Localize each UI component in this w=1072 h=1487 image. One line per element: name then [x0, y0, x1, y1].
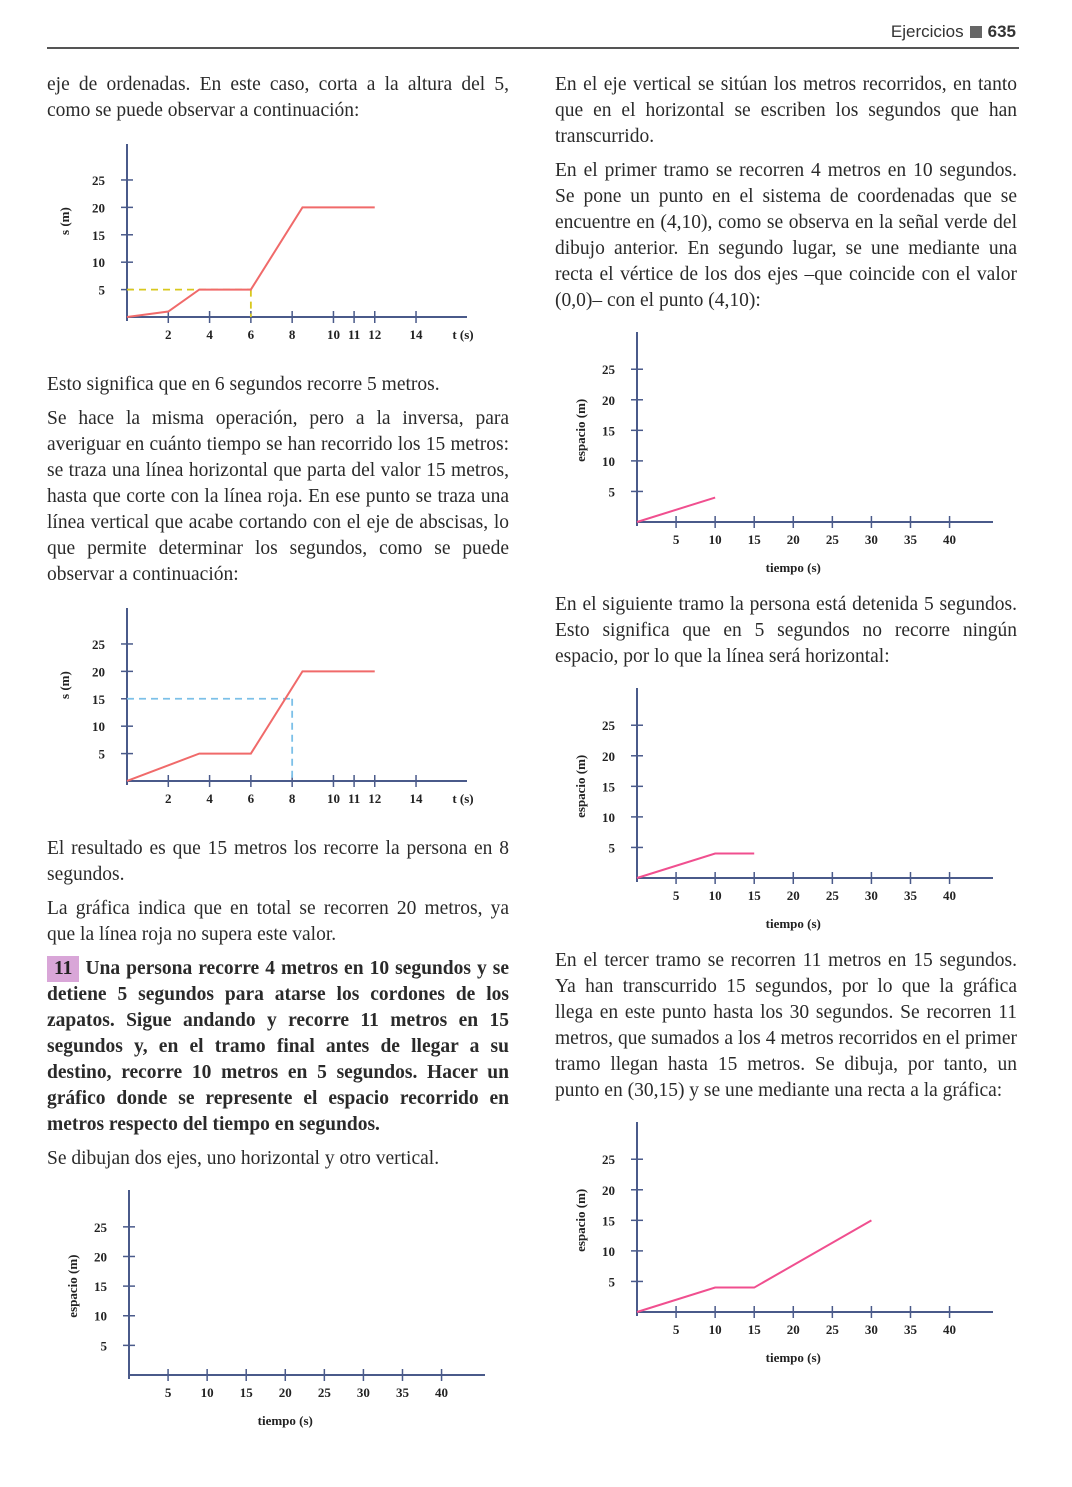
x-tick-label: 35: [903, 532, 917, 547]
y-tick-label: 20: [602, 1182, 615, 1198]
paragraph: En el siguiente tramo la persona está detenida 5 segundos. Esto significa que en 5 segundos no recorre ningún espacio, por lo que la línea será horizontal:: [555, 594, 1017, 667]
section-title: Ejercicios: [890, 22, 964, 41]
paragraph: Esto significa que en 6 segundos recorre 5 metros.: [47, 374, 440, 395]
x-tick-label: 10: [326, 791, 340, 806]
x-axis-label: tiempo (s): [765, 916, 821, 931]
series-line: [637, 1220, 871, 1312]
paragraph: En el tercer tramo se recorren 11 metros en 15 segundos. Ya han transcurrido 15 segundos, por lo que la gráfica llega en este punto hasta los 30 segundos. Se recorren 11 metros, que sumados a los 4 metros recorridos en el primer tramo llegan hasta 15 metros. Se dibuja, por tanto, un punto en (30,15) y se une mediante una recta a la gráfica:: [555, 950, 1017, 1101]
x-tick-label: 25: [825, 532, 839, 547]
x-tick-label: 15: [747, 888, 761, 903]
y-axis-label: espacio (m): [65, 1254, 80, 1318]
y-axis-label: espacio (m): [573, 1188, 588, 1252]
y-tick-label: 20: [602, 748, 615, 764]
y-tick-label: 25: [94, 1219, 107, 1235]
x-tick-label: 2: [165, 327, 172, 342]
x-tick-label: 30: [356, 1385, 370, 1400]
x-tick-label: 30: [864, 1322, 878, 1337]
y-tick-label: 15: [602, 1213, 615, 1229]
y-tick-label: 15: [602, 423, 615, 439]
y-tick-label: 20: [94, 1249, 107, 1265]
y-tick-label: 15: [94, 1279, 107, 1295]
exercise-number: 11: [47, 956, 79, 982]
x-tick-label: 8: [288, 791, 296, 806]
x-tick-label: 10: [708, 888, 722, 903]
x-axis-label: tiempo (s): [765, 560, 821, 575]
y-tick-label: 10: [92, 719, 105, 735]
x-tick-label: 35: [903, 1322, 917, 1337]
y-tick-label: 10: [602, 1243, 615, 1259]
paragraph: eje de ordenadas. En este caso, corta a la altura del 5, como se puede observar a continuación:: [47, 74, 509, 121]
x-tick-label: 8: [288, 327, 296, 342]
x-axis-label: t (s): [452, 791, 474, 806]
y-axis-label: espacio (m): [573, 398, 588, 462]
running-head: [891, 22, 1016, 42]
chart-5: [555, 678, 1017, 938]
x-tick-label: 4: [206, 327, 213, 342]
paragraph: Se hace la misma operación, pero a la inversa, para averiguar en cuánto tiempo se han recorrido los 15 metros: se traza una línea horizontal que parta del valor 15 metros, hasta que corte con la línea roja. En ese punto se traza una línea vertical que acabe cortando con el eje de abscisas, lo que permite determinar los segundos, como se puede observar a continuación:: [47, 408, 509, 585]
x-tick-label: 6: [247, 327, 255, 342]
x-tick-label: 15: [747, 532, 761, 547]
y-tick-label: 5: [100, 1338, 107, 1354]
paragraph: En el primer tramo se recorren 4 metros en 10 segundos. Se pone un punto en el sistema de coordenadas que se encuentre en (4,10), como se observa en la señal verde del dibujo anterior. En segundo lugar, se une mediante una recta el vértice de los dos ejes –que coincide con el valor (0,0)– con el punto (4,10):: [555, 160, 1017, 311]
paragraph: En el eje vertical se sitúan los metros recorridos, en tanto que en el horizontal se escriben los segundos que han transcurrido.: [555, 74, 1017, 147]
x-tick-label: 5: [164, 1385, 172, 1400]
y-tick-label: 15: [92, 691, 105, 707]
chart-1: [47, 132, 509, 362]
chart-3: [47, 1180, 509, 1435]
exercise-statement: [47, 956, 509, 1138]
series-line: [127, 671, 375, 781]
chart-4: [555, 322, 1017, 582]
x-tick-label: 20: [786, 532, 800, 547]
x-tick-label: 10: [708, 532, 722, 547]
header-rule: [47, 47, 1019, 49]
series-line: [637, 854, 754, 878]
y-tick-label: 25: [602, 1152, 615, 1168]
x-tick-label: 5: [672, 888, 680, 903]
x-tick-label: 6: [247, 791, 255, 806]
x-tick-label: 40: [943, 888, 957, 903]
page-number: 635: [987, 22, 1016, 41]
x-tick-label: 30: [864, 532, 878, 547]
x-tick-label: 12: [368, 791, 382, 806]
paragraph: El resultado es que 15 metros los recorre la persona en 8 segundos.: [47, 838, 509, 885]
x-tick-label: 14: [409, 327, 423, 342]
x-tick-label: 10: [326, 327, 340, 342]
x-tick-label: 14: [409, 791, 423, 806]
x-tick-label: 2: [165, 791, 172, 806]
y-tick-label: 5: [608, 1274, 615, 1290]
y-tick-label: 5: [98, 746, 105, 762]
x-tick-label: 25: [825, 888, 839, 903]
x-tick-label: 20: [278, 1385, 292, 1400]
y-tick-label: 15: [602, 779, 615, 795]
x-tick-label: 15: [239, 1385, 253, 1400]
square-bullet-icon: [970, 26, 982, 38]
series-line: [127, 207, 375, 317]
y-tick-label: 25: [92, 172, 105, 188]
y-tick-label: 10: [602, 809, 615, 825]
x-tick-label: 11: [347, 327, 361, 342]
x-axis-label: t (s): [452, 327, 474, 342]
chart-6: [555, 1112, 1017, 1372]
x-axis-label: tiempo (s): [765, 1350, 821, 1365]
x-tick-label: 20: [786, 888, 800, 903]
paragraph: Se dibujan dos ejes, uno horizontal y otro vertical.: [47, 1148, 440, 1169]
x-tick-label: 25: [317, 1385, 331, 1400]
x-tick-label: 40: [435, 1385, 449, 1400]
x-tick-label: 5: [672, 532, 680, 547]
x-tick-label: 20: [786, 1322, 800, 1337]
left-column: [47, 72, 509, 1445]
paragraph: La gráfica indica que en total se recorren 20 metros, ya que la línea roja no supera este valor.: [47, 898, 509, 945]
x-axis-label: tiempo (s): [257, 1413, 313, 1428]
y-tick-label: 20: [92, 200, 105, 216]
y-tick-label: 20: [92, 664, 105, 680]
y-tick-label: 20: [602, 392, 615, 408]
y-tick-label: 25: [92, 636, 105, 652]
y-axis-label: espacio (m): [573, 754, 588, 818]
exercise-text: Una persona recorre 4 metros en 10 segundos y se detiene 5 segundos para atarse los cordones de los zapatos. Sigue andando y recorre 11 metros en 15 segundos y, en el tramo final antes de llegar a su destino, recorre 10 metros en 5 segundos. Hacer un gráfico donde se represente el espacio recorrido en metros respecto del tiempo en segundos.: [47, 958, 509, 1135]
x-tick-label: 11: [347, 791, 361, 806]
right-column: [555, 72, 1017, 1382]
x-tick-label: 35: [395, 1385, 409, 1400]
x-tick-label: 30: [864, 888, 878, 903]
x-tick-label: 40: [943, 1322, 957, 1337]
y-tick-label: 5: [608, 840, 615, 856]
x-tick-label: 10: [200, 1385, 214, 1400]
y-tick-label: 15: [92, 227, 105, 243]
y-tick-label: 5: [608, 484, 615, 500]
y-tick-label: 10: [92, 255, 105, 271]
y-tick-label: 10: [94, 1308, 107, 1324]
x-tick-label: 12: [368, 327, 382, 342]
y-tick-label: 25: [602, 362, 615, 378]
x-tick-label: 40: [943, 532, 957, 547]
x-tick-label: 10: [708, 1322, 722, 1337]
x-tick-label: 5: [672, 1322, 680, 1337]
x-tick-label: 15: [747, 1322, 761, 1337]
x-tick-label: 35: [903, 888, 917, 903]
y-axis-label: s (m): [57, 671, 72, 699]
y-axis-label: s (m): [57, 207, 72, 235]
y-tick-label: 25: [602, 718, 615, 734]
x-tick-label: 25: [825, 1322, 839, 1337]
x-tick-label: 4: [206, 791, 213, 806]
y-tick-label: 5: [98, 282, 105, 298]
chart-2: [47, 596, 509, 826]
y-tick-label: 10: [602, 453, 615, 469]
